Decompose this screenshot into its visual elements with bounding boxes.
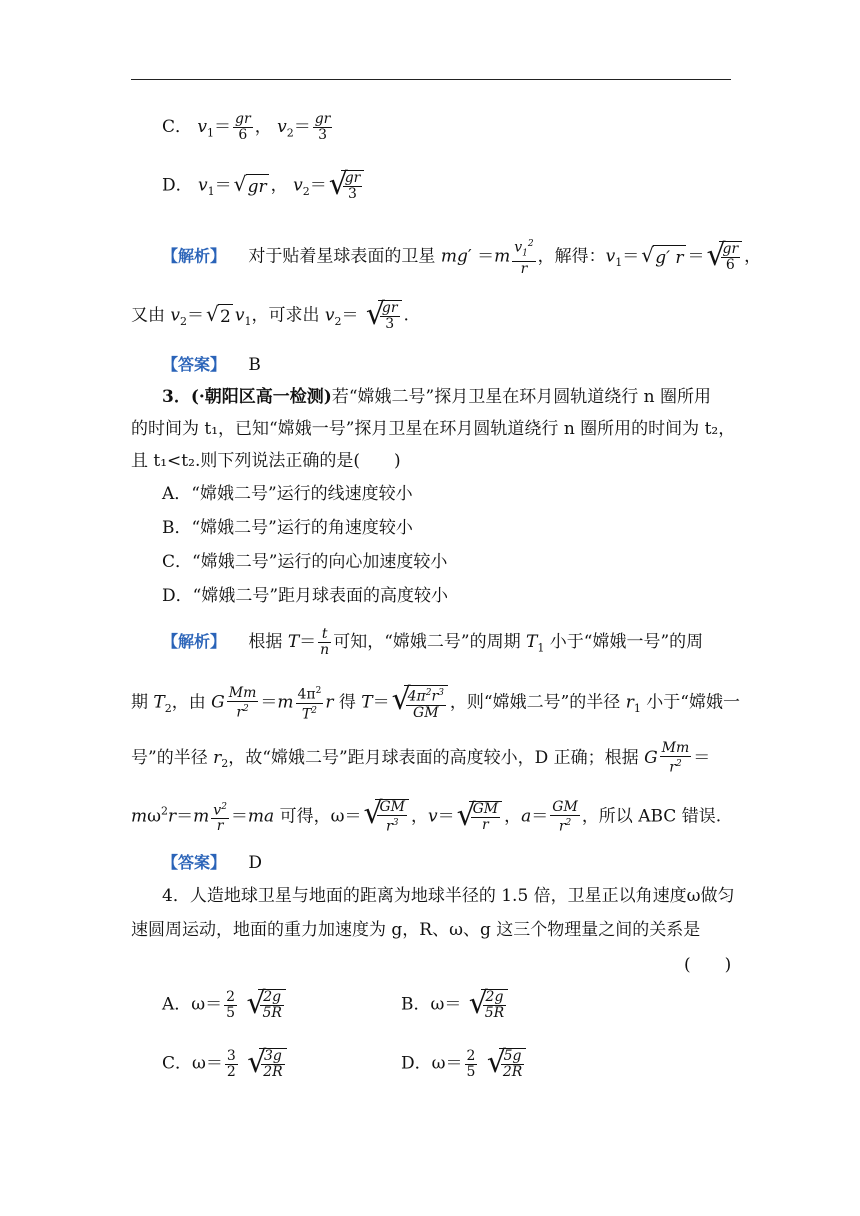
q4-option-d: D．ω＝ $\frac{2}{5}$ √ $\frac{5g}{2R}$ <box>401 1048 528 1080</box>
q3-analysis-line3: 号”的半径 $r_2$，故“嫦娥二号”距月球表面的高度较小，D 正确；根据 G $\frac{Mm}{r^2}$ ＝ <box>131 740 711 776</box>
q2-analysis-line2: 又由 $v_2=$ √ 2 $v_1$，可求出 $v_2=$ √ $\frac{gr}{3}$ . <box>131 297 409 332</box>
option-label: C． <box>162 117 193 137</box>
analysis-tag: 【解析】 <box>162 632 227 651</box>
q3-analysis-line4: $m\omega^2r=m$ $\frac{v^2}{r}$ ＝ma 可得，ω＝ √ $\frac{GM}{r^3}$ ，v＝ √ $\frac{GM}{r}$ ，a＝ $\frac{GM}{r^2}$ ，所以 ABC 错误. <box>131 796 722 835</box>
q2-option-c: C． $v_1=$ $\frac{gr}{6}$ ， $v_2=$ $\frac{gr}{3}$ <box>162 111 331 143</box>
q3-answer <box>162 851 262 875</box>
q4-stem-line2: 速圆周运动，地面的重力加速度为 g，R、ω、g 这三个物理量之间的关系是 <box>131 920 701 940</box>
header-rule <box>131 79 731 80</box>
q3-number: 3．(·朝阳区高一检测) <box>162 387 332 407</box>
q4-option-b: B．ω＝ √ $\frac{2g}{5R}$ <box>401 989 510 1021</box>
q3-stem-line3: 且 t₁<t₂.则下列说法正确的是( ) <box>131 451 401 471</box>
answer-value: B <box>248 355 261 375</box>
q2-analysis-line1: 【解析】 对于贴着星球表面的卫星 mg′ ＝m $\frac{v_1^2}{r}$ ，解得：$v_1=$ √ g′ r ＝ √ $\frac{gr}{6}$ ， <box>162 238 762 278</box>
answer-value: D <box>248 853 263 873</box>
q2-option-d: D． $v_1=$ √ gr ， $v_2=$ √ $\frac{gr}{3}$ <box>162 170 366 204</box>
q3-option-b: B．“嫦娥二号”运行的角速度较小 <box>162 518 413 538</box>
q4-option-a: A．ω＝ $\frac{2}{5}$ √ $\frac{2g}{5R}$ <box>162 989 288 1021</box>
q3-stem-text: 若“嫦娥二号”探月卫星在环月圆轨道绕行 n 圈所用 <box>331 387 711 407</box>
q4-option-c: C．ω＝ $\frac{3}{2}$ √ $\frac{3g}{2R}$ <box>162 1048 289 1080</box>
q2-answer <box>162 353 261 377</box>
answer-tag: 【答案】 <box>162 355 227 374</box>
analysis-tag: 【解析】 <box>162 246 227 266</box>
q3-stem-line2: 的时间为 t₁，已知“嫦娥一号”探月卫星在环月圆轨道绕行 n 圈所用的时间为 t₂， <box>131 419 736 439</box>
q4-stem-line1: 4．人造地球卫星与地面的距离为地球半径的 1.5 倍，卫星正以角速度ω做匀 <box>162 886 735 906</box>
q4-answer-blank: ( ) <box>684 955 732 975</box>
q3-analysis-line2: 期 $T_2$，由 G $\frac{Mm}{r^2}$ ＝m $\frac{4\pi^2}{T^2}$ r 得 T＝ √ $\frac{4\pi^2r^3}{GM}$ ，则“嫦娥二号”的半径 $r_1$ 小于“嫦娥一 <box>131 682 740 723</box>
q3-option-d: D．“嫦娥二号”距月球表面的高度较小 <box>162 586 449 606</box>
answer-tag: 【答案】 <box>162 853 227 872</box>
q3-stem-line1 <box>162 385 711 409</box>
q3-option-c: C．“嫦娥二号”运行的向心加速度较小 <box>162 552 448 572</box>
q3-analysis-line1: 【解析】 根据 T＝ $\frac{t}{n}$ 可知，“嫦娥二号”的周期 $T_1$ 小于“嫦娥一号”的周 <box>162 626 704 658</box>
q3-option-a: A．“嫦娥二号”运行的线速度较小 <box>162 484 413 504</box>
